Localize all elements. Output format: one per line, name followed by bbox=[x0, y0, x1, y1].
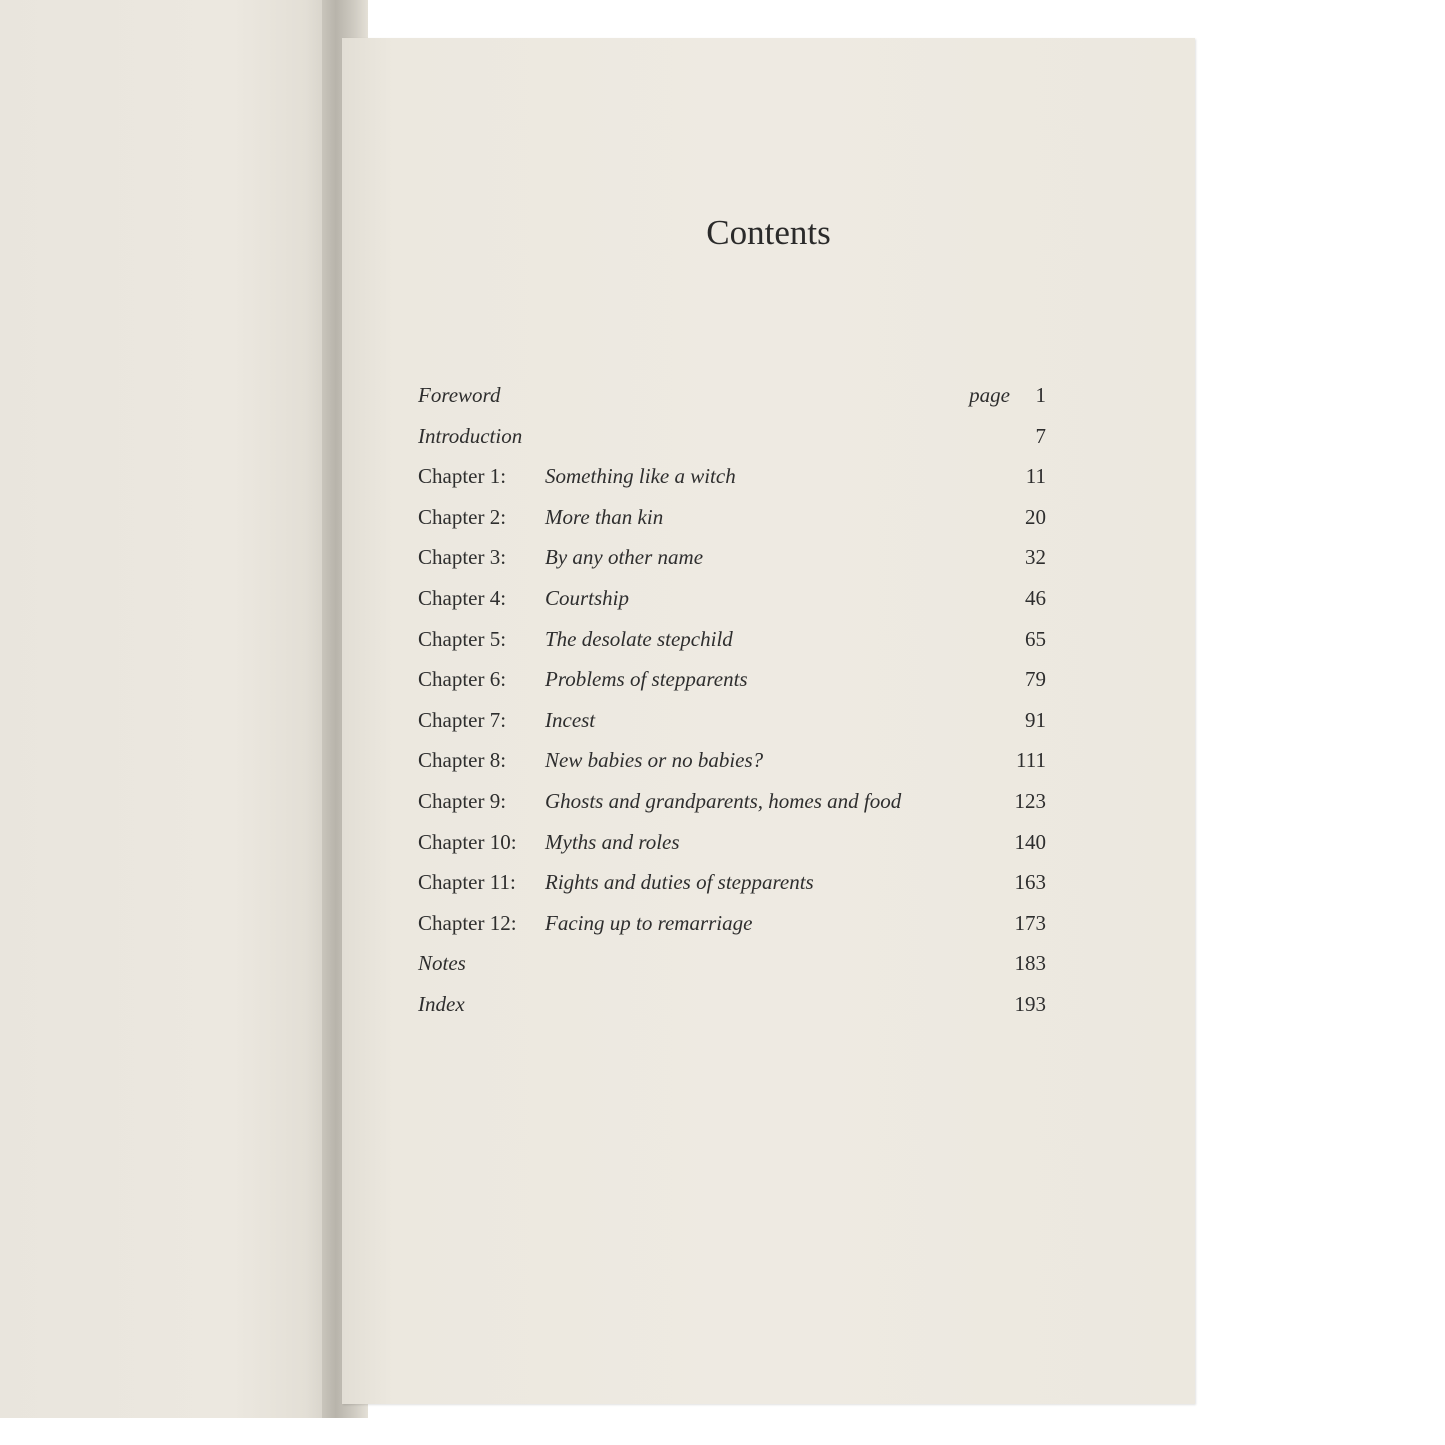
table-of-contents bbox=[418, 375, 1046, 1025]
chapter-title: By any other name bbox=[545, 545, 704, 570]
chapter-title: Ghosts and grandparents, homes and food bbox=[545, 788, 902, 813]
chapter-label: Chapter 10: bbox=[418, 829, 517, 854]
page-number: 183 bbox=[1014, 951, 1046, 976]
toc-entry-chapter-12 bbox=[418, 903, 1046, 944]
toc-entry-chapter-9 bbox=[418, 781, 1046, 822]
page-number: 173 bbox=[1014, 910, 1046, 935]
page-number: 1 bbox=[1035, 383, 1046, 407]
page-number: 7 bbox=[1035, 423, 1046, 448]
toc-entry-chapter-6 bbox=[418, 659, 1046, 700]
chapter-label: Chapter 8: bbox=[418, 748, 507, 773]
chapter-label: Chapter 1: bbox=[418, 464, 507, 489]
chapter-title: Incest bbox=[545, 707, 596, 732]
chapter-title: Something like a witch bbox=[545, 464, 736, 489]
toc-entry-chapter-1 bbox=[418, 456, 1046, 497]
entry-title: Index bbox=[418, 991, 465, 1016]
chapter-title: The desolate stepchild bbox=[545, 626, 733, 651]
page-number: 46 bbox=[1025, 585, 1046, 610]
contents-page bbox=[342, 38, 1195, 1404]
page-title: Contents bbox=[706, 213, 831, 252]
chapter-label: Chapter 3: bbox=[418, 545, 507, 570]
chapter-label: Chapter 7: bbox=[418, 707, 507, 732]
toc-entry-chapter-8 bbox=[418, 740, 1046, 781]
chapter-title: Rights and duties of stepparents bbox=[545, 870, 814, 895]
page-number: 32 bbox=[1025, 545, 1046, 570]
page-number: 91 bbox=[1025, 707, 1046, 732]
toc-entry-chapter-3 bbox=[418, 537, 1046, 578]
toc-entry-index bbox=[418, 984, 1046, 1025]
chapter-title: New babies or no babies? bbox=[545, 748, 764, 773]
page-number: 65 bbox=[1025, 626, 1046, 651]
chapter-label: Chapter 5: bbox=[418, 626, 507, 651]
toc-entry-introduction bbox=[418, 416, 1046, 457]
page-number: 193 bbox=[1014, 991, 1046, 1016]
left-page bbox=[0, 0, 332, 1418]
toc-entry-chapter-2 bbox=[418, 497, 1046, 538]
page-label: page bbox=[969, 383, 1010, 407]
chapter-title: Courtship bbox=[545, 585, 630, 610]
toc-entry-chapter-11 bbox=[418, 862, 1046, 903]
entry-title: Introduction bbox=[418, 423, 523, 448]
page-number: 140 bbox=[1014, 829, 1046, 854]
toc-entry-foreword bbox=[418, 375, 1046, 416]
entry-title: Foreword bbox=[418, 383, 501, 407]
page-number: 163 bbox=[1014, 870, 1046, 895]
toc-entry-chapter-7 bbox=[418, 700, 1046, 741]
chapter-label: Chapter 4: bbox=[418, 585, 507, 610]
toc-entry-chapter-10 bbox=[418, 822, 1046, 863]
chapter-label: Chapter 6: bbox=[418, 667, 507, 692]
chapter-title: Facing up to remarriage bbox=[545, 910, 753, 935]
chapter-title: Problems of stepparents bbox=[545, 667, 748, 692]
page-number: 79 bbox=[1025, 667, 1046, 692]
chapter-label: Chapter 11: bbox=[418, 870, 516, 895]
toc-entry-chapter-5 bbox=[418, 619, 1046, 660]
toc-entry-notes bbox=[418, 943, 1046, 984]
chapter-label: Chapter 9: bbox=[418, 788, 507, 813]
chapter-label: Chapter 2: bbox=[418, 504, 507, 529]
page-number: 11 bbox=[1025, 464, 1046, 489]
toc-entry-chapter-4 bbox=[418, 578, 1046, 619]
page-number: 20 bbox=[1025, 504, 1046, 529]
page-number: 111 bbox=[1016, 748, 1046, 773]
chapter-title: Myths and roles bbox=[545, 829, 680, 854]
entry-title: Notes bbox=[418, 951, 466, 976]
chapter-title: More than kin bbox=[545, 504, 664, 529]
chapter-label: Chapter 12: bbox=[418, 910, 517, 935]
page-number: 123 bbox=[1014, 788, 1046, 813]
